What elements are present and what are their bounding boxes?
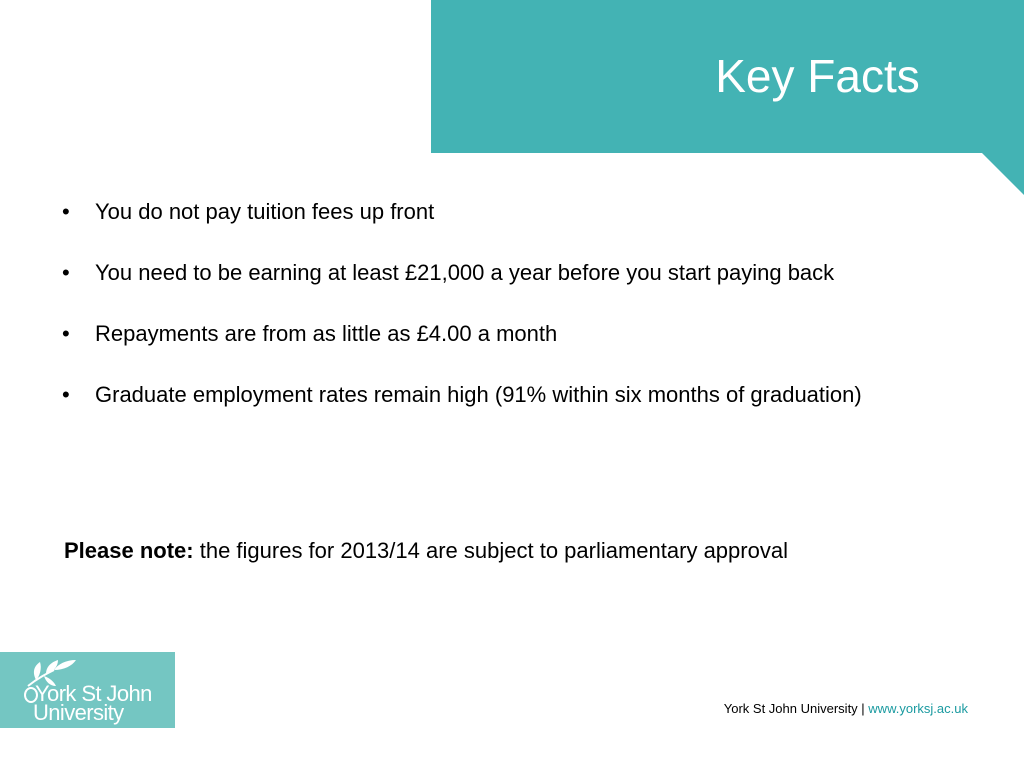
bullet-text: You do not pay tuition fees up front [95, 199, 435, 224]
footer-org: York St John University [723, 701, 858, 716]
bullet-marker: • [62, 199, 70, 224]
corner-accent [982, 153, 1024, 195]
bullet-marker: • [62, 260, 70, 285]
logo-text-line1: York St John [35, 681, 152, 706]
bullet-text: You need to be earning at least £21,000 a year before you start paying back [95, 260, 835, 285]
footer-link[interactable]: www.yorksj.ac.uk [868, 701, 968, 716]
footer-separator: | [857, 701, 869, 716]
bullet-item [62, 196, 922, 227]
bullet-item [62, 318, 922, 349]
bullet-text: Graduate employment rates remain high (91% within six months of graduation) [95, 382, 862, 407]
note-text: the figures for 2013/14 are subject to parliamentary approval [193, 538, 788, 563]
bullet-marker: • [62, 321, 70, 346]
bullet-list [62, 196, 922, 440]
note [64, 535, 964, 566]
footer [724, 701, 968, 716]
title-banner [431, 0, 1024, 153]
note-label: Please note: [64, 538, 194, 563]
logo-text-line2: University [33, 700, 124, 725]
bullet-item [62, 379, 922, 410]
bullet-marker: • [62, 382, 70, 407]
bullet-item [62, 257, 922, 288]
university-logo [0, 652, 175, 728]
bullet-text: Repayments are from as little as £4.00 a month [95, 321, 558, 346]
slide-title: Key Facts [715, 50, 920, 102]
